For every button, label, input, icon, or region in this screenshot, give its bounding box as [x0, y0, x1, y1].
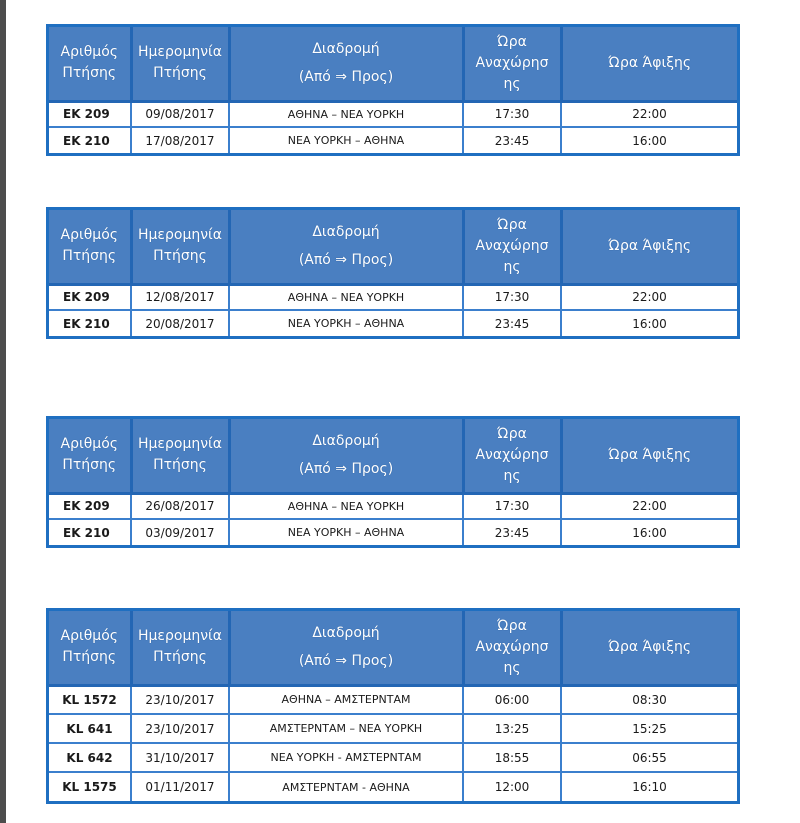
departure-time-cell: 23:45	[463, 127, 561, 153]
header-departure-time: Ώρα Αναχώρησ ης	[463, 27, 561, 101]
departure-time-cell: 23:45	[463, 519, 561, 545]
table-row	[49, 101, 737, 127]
flight-schedule-table-1	[46, 24, 740, 156]
flight-date-cell: 01/11/2017	[131, 772, 229, 801]
arrival-time-cell: 22:00	[561, 493, 737, 519]
header-flight-date: Ημερομηνία Πτήσης	[131, 27, 229, 101]
table-row	[49, 743, 737, 772]
arrival-time-cell: 16:00	[561, 310, 737, 336]
flight-number-cell: EK 210	[49, 310, 131, 336]
flight-date-cell: 23/10/2017	[131, 714, 229, 743]
table-header-row	[49, 27, 737, 101]
flight-date-cell: 12/08/2017	[131, 284, 229, 310]
route-cell: ΝΕΑ ΥΟΡΚΗ - ΑΜΣΤΕΡΝΤΑΜ	[229, 743, 463, 772]
departure-time-cell: 12:00	[463, 772, 561, 801]
flight-date-cell: 03/09/2017	[131, 519, 229, 545]
table-row	[49, 519, 737, 545]
table-row	[49, 772, 737, 801]
page-left-border	[0, 0, 6, 823]
arrival-time-cell: 08:30	[561, 685, 737, 714]
flight-date-cell: 20/08/2017	[131, 310, 229, 336]
header-flight-number: Αριθμός Πτήσης	[49, 210, 131, 284]
route-cell: ΑΜΣΤΕΡΝΤΑΜ – ΝΕΑ ΥΟΡΚΗ	[229, 714, 463, 743]
route-cell: ΝΕΑ ΥΟΡΚΗ – ΑΘΗΝΑ	[229, 310, 463, 336]
header-arrival-time: Ώρα Άφιξης	[561, 419, 737, 493]
departure-time-cell: 18:55	[463, 743, 561, 772]
arrival-time-cell: 22:00	[561, 101, 737, 127]
header-route: Διαδρομή (Από ⇒ Προς)	[229, 419, 463, 493]
route-cell: ΑΘΗΝΑ – ΝΕΑ ΥΟΡΚΗ	[229, 101, 463, 127]
arrival-time-cell: 06:55	[561, 743, 737, 772]
table-row	[49, 685, 737, 714]
flight-number-cell: KL 642	[49, 743, 131, 772]
header-arrival-time: Ώρα Άφιξης	[561, 611, 737, 685]
header-flight-number: Αριθμός Πτήσης	[49, 27, 131, 101]
route-cell: ΑΜΣΤΕΡΝΤΑΜ - ΑΘΗΝΑ	[229, 772, 463, 801]
departure-time-cell: 06:00	[463, 685, 561, 714]
departure-time-cell: 23:45	[463, 310, 561, 336]
arrival-time-cell: 22:00	[561, 284, 737, 310]
flight-number-cell: EK 210	[49, 519, 131, 545]
header-flight-date: Ημερομηνία Πτήσης	[131, 611, 229, 685]
flight-number-cell: EK 210	[49, 127, 131, 153]
flight-number-cell: EK 209	[49, 101, 131, 127]
header-route: Διαδρομή (Από ⇒ Προς)	[229, 27, 463, 101]
table-row	[49, 310, 737, 336]
arrival-time-cell: 16:00	[561, 127, 737, 153]
route-cell: ΑΘΗΝΑ – ΝΕΑ ΥΟΡΚΗ	[229, 493, 463, 519]
header-flight-number: Αριθμός Πτήσης	[49, 611, 131, 685]
flight-schedule-table-4	[46, 608, 740, 804]
departure-time-cell: 17:30	[463, 101, 561, 127]
table-row	[49, 127, 737, 153]
flight-number-cell: EK 209	[49, 493, 131, 519]
flight-date-cell: 26/08/2017	[131, 493, 229, 519]
table-header-row	[49, 611, 737, 685]
departure-time-cell: 13:25	[463, 714, 561, 743]
flight-number-cell: EK 209	[49, 284, 131, 310]
header-arrival-time: Ώρα Άφιξης	[561, 210, 737, 284]
table-row	[49, 284, 737, 310]
flight-date-cell: 23/10/2017	[131, 685, 229, 714]
header-departure-time: Ώρα Αναχώρησ ης	[463, 611, 561, 685]
header-departure-time: Ώρα Αναχώρησ ης	[463, 419, 561, 493]
flight-number-cell: KL 1575	[49, 772, 131, 801]
route-cell: ΝΕΑ ΥΟΡΚΗ – ΑΘΗΝΑ	[229, 127, 463, 153]
flight-number-cell: KL 641	[49, 714, 131, 743]
flight-date-cell: 31/10/2017	[131, 743, 229, 772]
flight-schedule-table-2	[46, 207, 740, 339]
flight-date-cell: 17/08/2017	[131, 127, 229, 153]
route-cell: ΝΕΑ ΥΟΡΚΗ – ΑΘΗΝΑ	[229, 519, 463, 545]
table-row	[49, 493, 737, 519]
arrival-time-cell: 15:25	[561, 714, 737, 743]
header-route: Διαδρομή (Από ⇒ Προς)	[229, 611, 463, 685]
flight-date-cell: 09/08/2017	[131, 101, 229, 127]
header-flight-date: Ημερομηνία Πτήσης	[131, 419, 229, 493]
header-route: Διαδρομή (Από ⇒ Προς)	[229, 210, 463, 284]
flight-number-cell: KL 1572	[49, 685, 131, 714]
arrival-time-cell: 16:00	[561, 519, 737, 545]
table-row	[49, 714, 737, 743]
table-header-row	[49, 419, 737, 493]
header-departure-time: Ώρα Αναχώρησ ης	[463, 210, 561, 284]
header-flight-date: Ημερομηνία Πτήσης	[131, 210, 229, 284]
departure-time-cell: 17:30	[463, 493, 561, 519]
header-arrival-time: Ώρα Άφιξης	[561, 27, 737, 101]
flight-schedule-table-3	[46, 416, 740, 548]
route-cell: ΑΘΗΝΑ – ΝΕΑ ΥΟΡΚΗ	[229, 284, 463, 310]
table-header-row	[49, 210, 737, 284]
departure-time-cell: 17:30	[463, 284, 561, 310]
arrival-time-cell: 16:10	[561, 772, 737, 801]
route-cell: ΑΘΗΝΑ – ΑΜΣΤΕΡΝΤΑΜ	[229, 685, 463, 714]
header-flight-number: Αριθμός Πτήσης	[49, 419, 131, 493]
